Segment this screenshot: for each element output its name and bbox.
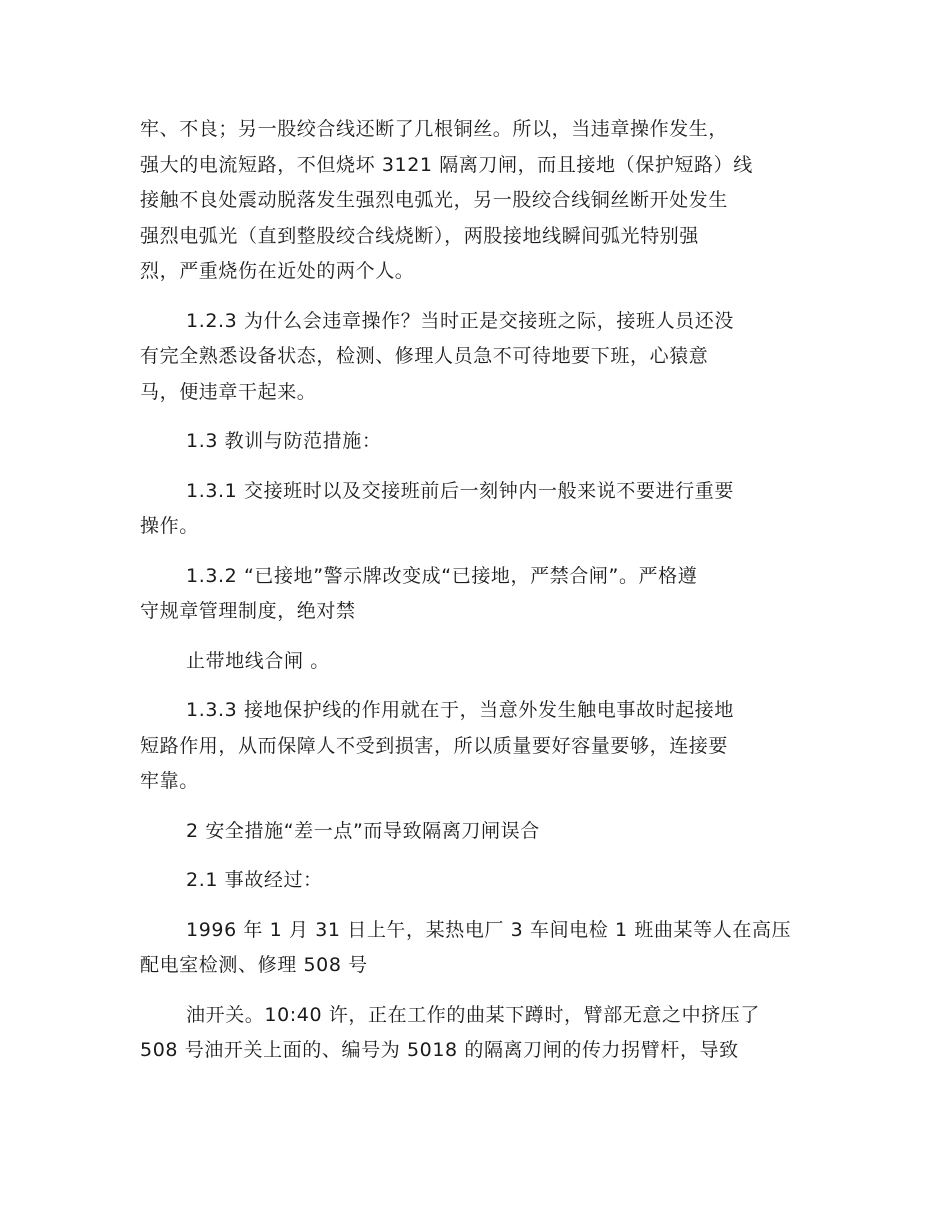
paragraph-1-3-2 (140, 559, 810, 630)
heading-2-1 (140, 863, 810, 899)
paragraph-accident-cause-continued (140, 112, 810, 290)
text-line: 2.1 事故经过： (186, 869, 323, 891)
text-line: 牢靠。 (140, 770, 199, 792)
text-line: 接触不良处震动脱落发生强烈电弧光，另一股绞合线铜丝断开处发生 (140, 189, 729, 211)
text-line: 烈，严重烧伤在近处的两个人。 (140, 260, 415, 282)
document-body (140, 112, 810, 1083)
heading-2 (140, 814, 810, 850)
text-line: 马，便违章干起来。 (140, 380, 317, 403)
paragraph-1-2-3 (140, 304, 810, 411)
paragraph-accident-oil-switch (140, 998, 810, 1069)
text-line: 操作。 (140, 515, 199, 537)
paragraph-1-3-3 (140, 693, 810, 800)
text-line: 1.2.3 为什么会违章操作？当时正是交接班之际，接班人员还没 (186, 309, 734, 332)
text-line: 1.3.3 接地保护线的作用就在于，当意外发生触电事故时起接地 (186, 699, 734, 721)
paragraph-1-3-1 (140, 474, 810, 545)
paragraph-accident-1996 (140, 913, 810, 984)
text-line: 强烈电弧光（直到整股绞合线烧断），两股接地线瞬间弧光特别强 (140, 224, 699, 247)
text-line: 有完全熟悉设备状态，检测、修理人员急不可待地要下班，心猿意 (140, 345, 709, 367)
text-line: 508 号油开关上面的、编号为 5018 的隔离刀闸的传力拐臂杆，导致 (140, 1039, 739, 1061)
text-line: 牢、不良；另一股绞合线还断了几根铜丝。所以，当违章操作发生， (140, 118, 729, 140)
text-line: 2 安全措施“差一点”而导致隔离刀闸误合 (186, 819, 540, 842)
text-line: 油开关。10:40 许，正在工作的曲某下蹲时，臂部无意之中挤压了 (186, 1003, 760, 1026)
paragraph-1-3-2-continued (140, 644, 810, 680)
text-line: 1996 年 1 月 31 日上午，某热电厂 3 车间电检 1 班曲某等人在高压 (186, 918, 792, 941)
text-line: 短路作用，从而保障人不受到损害，所以质量要好容量要够，连接要 (140, 734, 729, 757)
heading-1-3 (140, 424, 810, 460)
text-line: 止带地线合闸 。 (186, 649, 330, 672)
text-line: 1.3 教训与防范措施： (186, 430, 382, 452)
text-line: 强大的电流短路，不但烧坏 3121 隔离刀闸，而且接地（保护短路）线 (140, 153, 753, 176)
text-line: 1.3.2 “已接地”警示牌改变成“已接地，严禁合闸”。严格遵 (186, 564, 698, 587)
text-line: 守规章管理制度，绝对禁 (140, 600, 356, 622)
text-line: 1.3.1 交接班时以及交接班前后一刻钟内一般来说不要进行重要 (186, 479, 734, 502)
text-line: 配电室检测、修理 508 号 (140, 954, 368, 976)
